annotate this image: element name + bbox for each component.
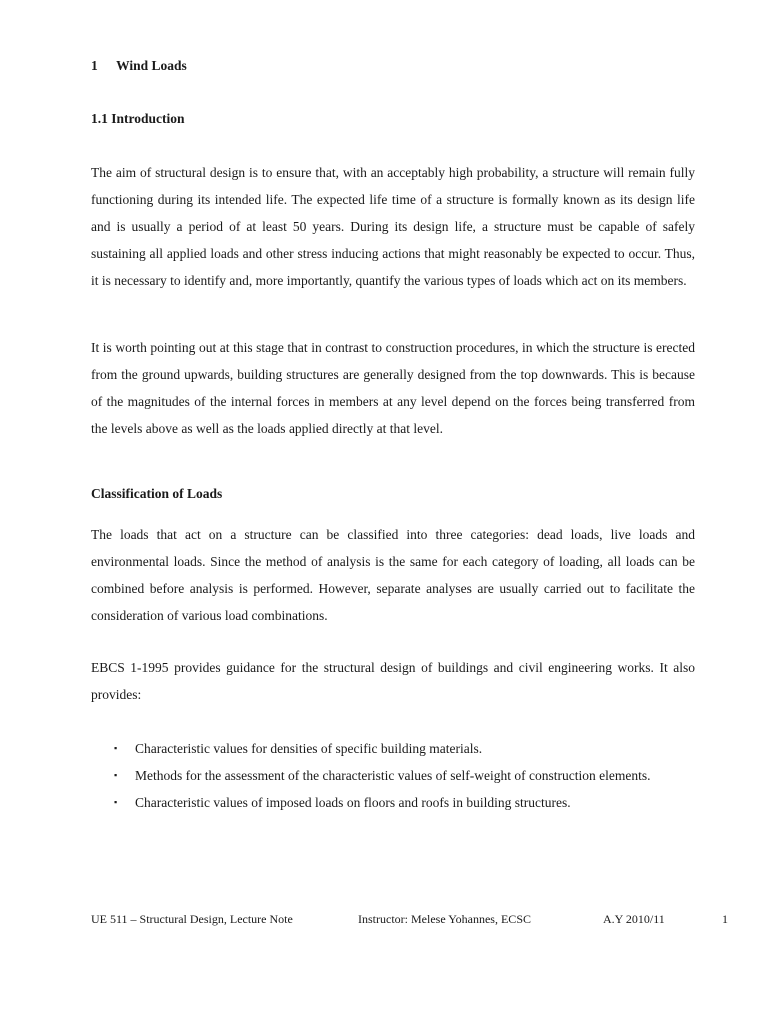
section-number: 1 [91, 58, 98, 73]
footer-instructor: Instructor: Melese Yohannes, ECSC [358, 912, 531, 926]
list-item-text: Methods for the assessment of the characteristic values of self-weight of construction elements. [135, 768, 651, 783]
list-item [91, 762, 695, 789]
bullet-square-icon: ▪ [114, 770, 118, 780]
paragraph-ebcs: EBCS 1-1995 provides guidance for the structural design of buildings and civil engineering works. It also provides: [91, 660, 695, 702]
paragraph-intro-2: It is worth pointing out at this stage that in contrast to construction procedures, in which the structure is erected from the ground upwards, building structures are generally designed from the top downwards. This is because of the magnitudes of the internal forces in members at any level depend on the forces being transferred from the levels above as well as the loads applied directly at that level. [91, 340, 695, 436]
bullet-square-icon: ▪ [114, 797, 118, 807]
subsection-heading: 1.1 Introduction [91, 111, 185, 126]
classification-heading: Classification of Loads [91, 486, 223, 501]
paragraph-classification: The loads that act on a structure can be classified into three categories: dead loads, live loads and environmental loads. Since the method of analysis is the same for each category of loading, all loads can be combined before analysis is performed. However, separate analyses are usually carried out to facilitate the consideration of various load combinations. [91, 527, 695, 623]
section-heading [91, 58, 187, 74]
list-item [91, 735, 695, 762]
list-item [91, 789, 695, 816]
footer-academic-year: A.Y 2010/11 [603, 912, 665, 926]
list-item-text: Characteristic values of imposed loads on floors and roofs in building structures. [135, 795, 571, 810]
bullet-list [91, 735, 695, 816]
list-item-text: Characteristic values for densities of specific building materials. [135, 741, 483, 756]
bullet-square-icon: ▪ [114, 743, 118, 753]
footer-page-number: 1 [722, 912, 728, 926]
footer-course: UE 511 – Structural Design, Lecture Note [91, 912, 293, 926]
page-footer [91, 912, 727, 932]
paragraph-intro-1: The aim of structural design is to ensure that, with an acceptably high probability, a structure will remain fully functioning during its intended life. The expected life time of a structure is formally known as its design life and is usually a period of at least 50 years. During its design life, a structure must be capable of safely sustaining all applied loads and other stress inducing actions that might reasonably be expected to occur. Thus, it is necessary to identify and, more importantly, quantify the various types of loads which act on its members. [91, 165, 695, 288]
section-title: Wind Loads [116, 58, 187, 73]
